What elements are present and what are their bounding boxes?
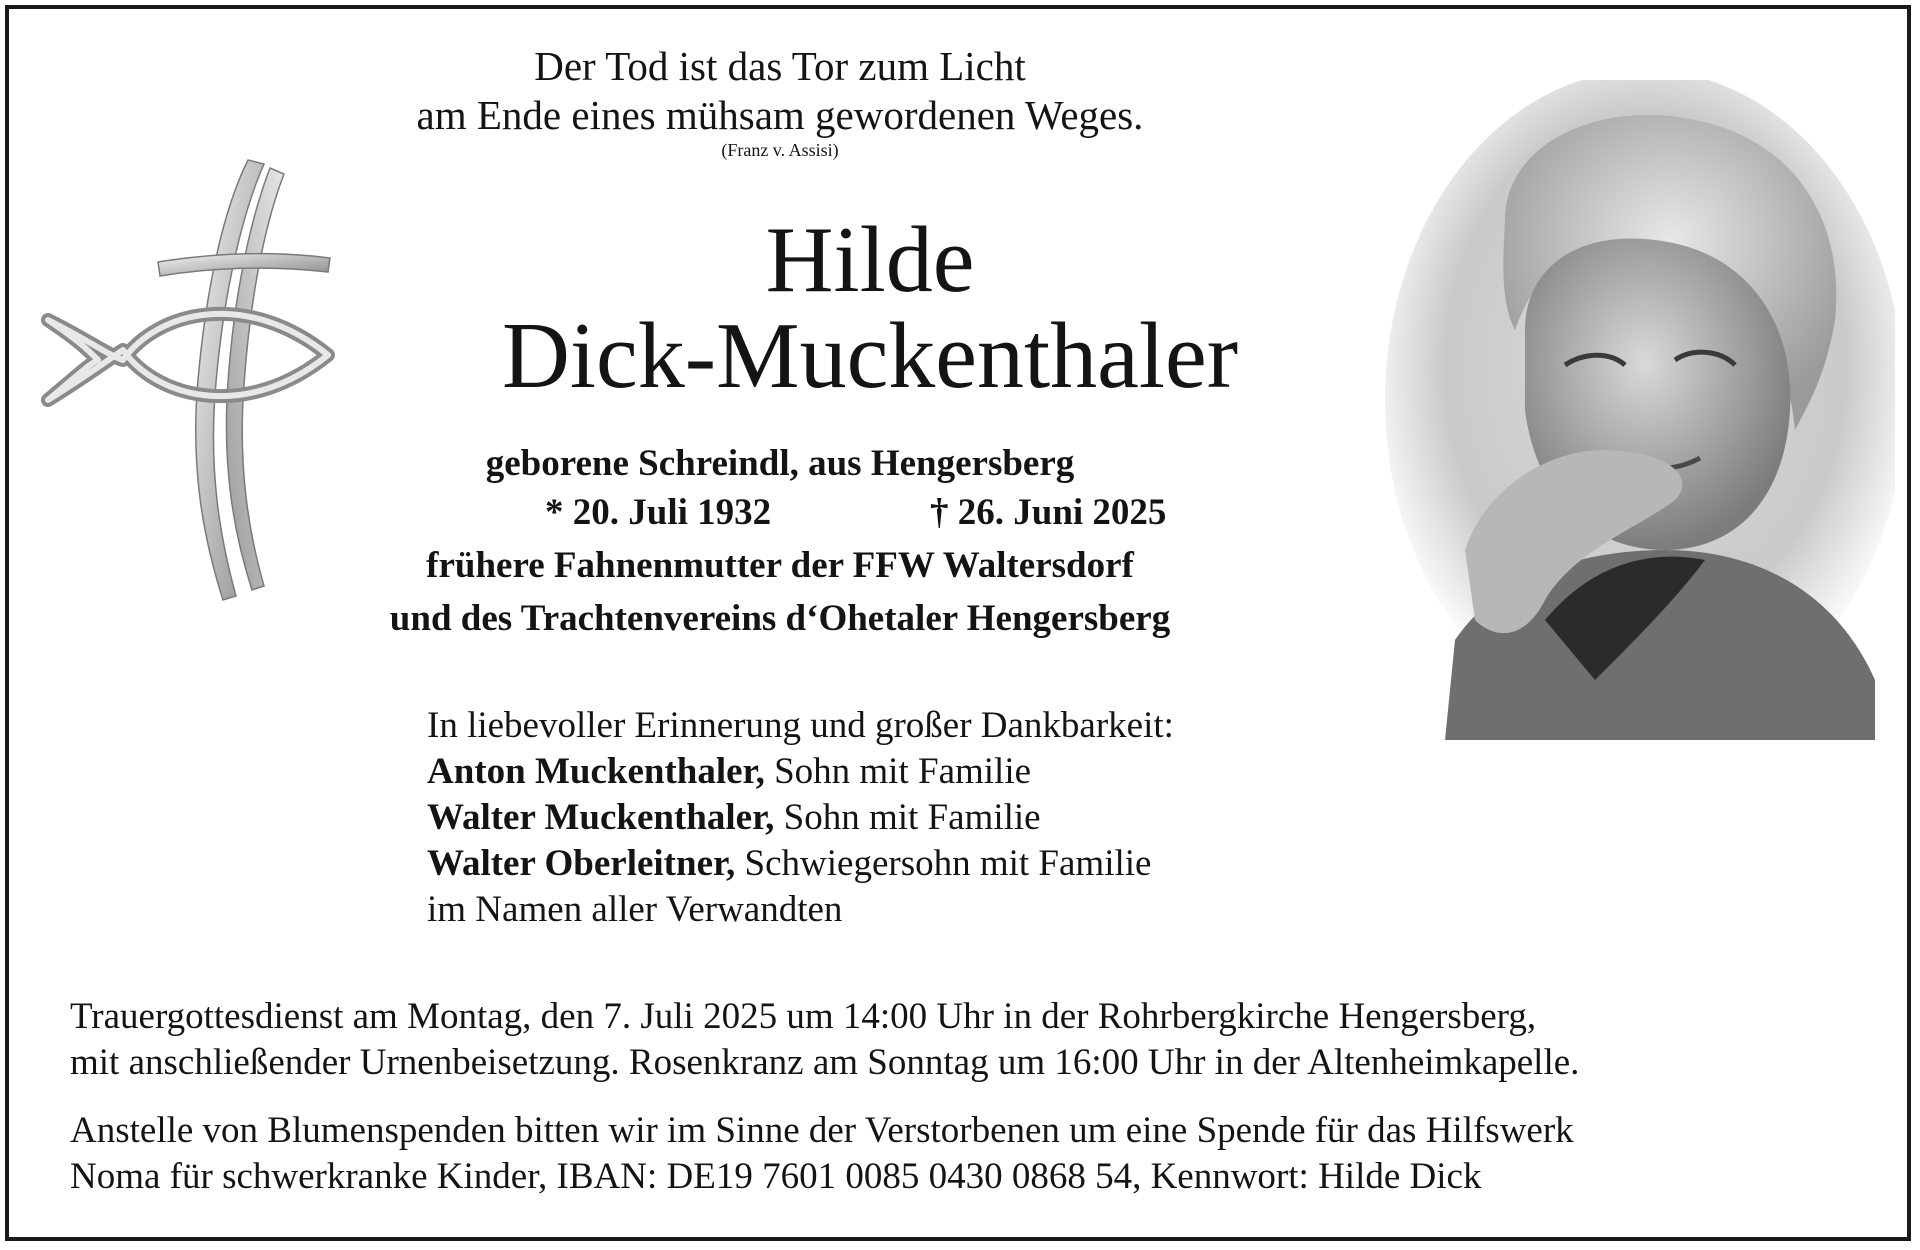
portrait-photo — [1375, 80, 1895, 740]
service-line: mit anschließender Urnenbeisetzung. Rosenkranz am Sonntag um 16:00 Uhr in der Altenheimkapelle. — [70, 1042, 1580, 1083]
mourner-entry — [427, 841, 1174, 887]
first-name: Hilde — [765, 208, 975, 312]
birth-date: * 20. Juli 1932 — [545, 492, 772, 533]
mourner-relation: Schwiegersohn mit Familie — [735, 843, 1152, 884]
mourner-entry — [427, 749, 1174, 795]
mourners-closing: im Namen aller Verwandten — [427, 889, 843, 930]
birth-info: geborene Schreindl, aus Hengersberg — [485, 443, 1075, 484]
role-line: frühere Fahnenmutter der FFW Waltersdorf — [426, 545, 1134, 586]
mourners-list — [427, 703, 1174, 933]
donation-line: Anstelle von Blumenspenden bitten wir im Sinne der Verstorbenen um eine Spende für das Hilfswerk — [70, 1110, 1574, 1151]
quote-line: Der Tod ist das Tor zum Licht — [534, 43, 1026, 89]
service-line: Trauergottesdienst am Montag, den 7. Juli 2025 um 14:00 Uhr in der Rohrbergkirche Hengersberg, — [70, 996, 1537, 1037]
mourner-name: Walter Oberleitner, — [427, 843, 736, 884]
deceased-name — [300, 208, 1440, 408]
donation-line: Noma für schwerkranke Kinder, IBAN: DE19 7601 0085 0430 0868 54, Kennwort: Hilde Dick — [70, 1156, 1482, 1197]
mourner-name: Anton Muckenthaler, — [427, 751, 765, 792]
quote — [330, 42, 1230, 140]
role-line: und des Trachtenvereins d‘Ohetaler Hengersberg — [389, 598, 1171, 639]
death-date: † 26. Juni 2025 — [930, 492, 1167, 533]
mourner-entry — [427, 795, 1174, 841]
mourner-relation: Sohn mit Familie — [764, 751, 1032, 792]
cross-fish-icon — [38, 150, 338, 610]
donation-notice — [70, 1108, 1574, 1200]
quote-line: am Ende eines mühsam gewordenen Weges. — [416, 92, 1144, 138]
mourners-intro: In liebevoller Erinnerung und großer Dankbarkeit: — [427, 705, 1174, 746]
quote-source: (Franz v. Assisi) — [721, 140, 839, 160]
life-dates — [330, 491, 1230, 541]
mourner-relation: Sohn mit Familie — [774, 797, 1041, 838]
last-name: Dick-Muckenthaler — [501, 304, 1239, 408]
mourner-name: Walter Muckenthaler, — [427, 797, 775, 838]
service-notice — [70, 994, 1579, 1086]
